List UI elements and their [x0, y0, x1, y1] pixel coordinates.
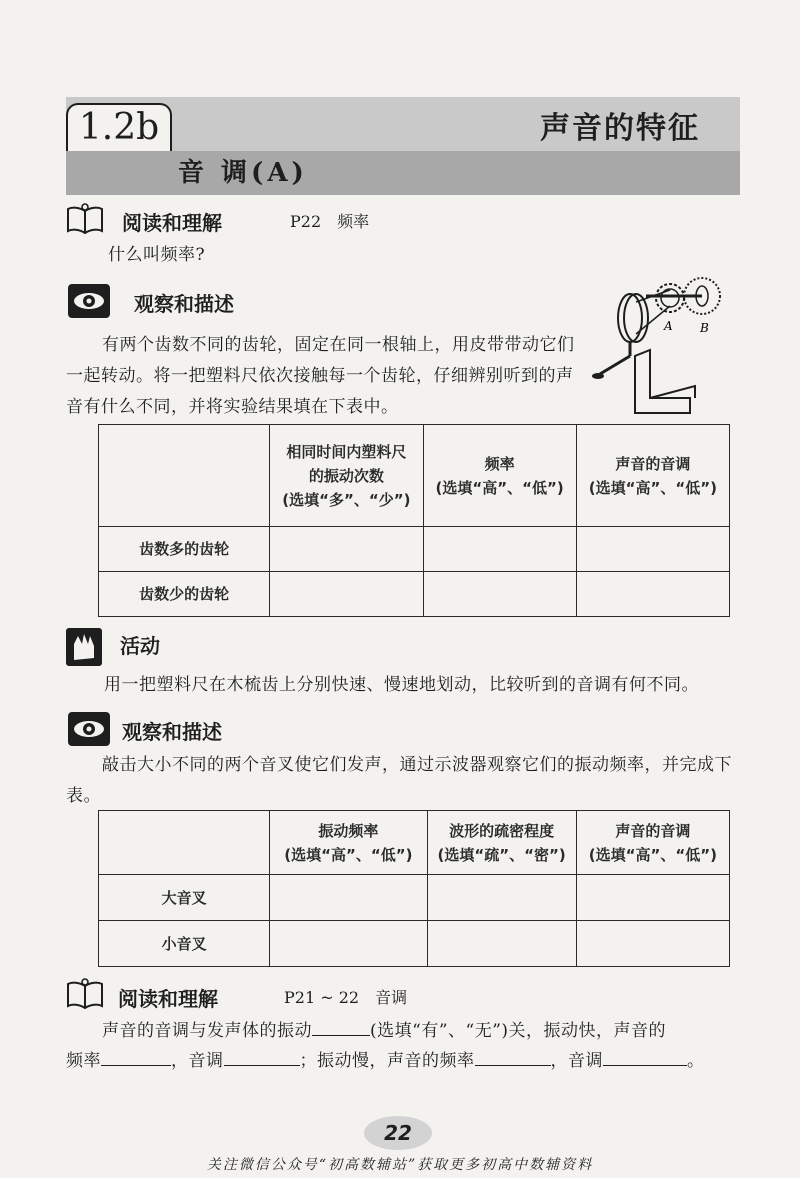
figure-label-a: A: [664, 319, 673, 333]
blank-vibration[interactable]: [312, 1017, 370, 1036]
blank-slow-frequency[interactable]: [475, 1047, 551, 1066]
table-row: [99, 527, 730, 572]
table-header: 相同时间内塑料尺 的振动次数 (选填“多”、“少”): [270, 425, 423, 527]
gear-results-table: [98, 424, 730, 617]
eye-icon: [68, 712, 110, 746]
answer-cell[interactable]: [576, 527, 729, 572]
tuning-fork-table: [98, 810, 730, 967]
answer-cell[interactable]: [576, 572, 729, 617]
table-row: [99, 572, 730, 617]
observe-paragraph-2: 敲击大小不同的两个音叉使它们发声，通过示波器观察它们的振动频率，并完成下表。: [66, 755, 732, 806]
blank-fast-pitch[interactable]: [224, 1047, 300, 1066]
table-row: [99, 875, 730, 921]
answer-cell[interactable]: [576, 921, 729, 967]
answer-cell[interactable]: [427, 921, 576, 967]
subtitle-bar: [66, 151, 740, 195]
table-header: 波形的疏密程度 (选填“疏”、“密”): [427, 811, 576, 875]
reference-p21-22: P21 ~ 22 音调: [284, 988, 408, 1007]
section-title-reading-2: 阅读和理解: [118, 987, 218, 1011]
table-header: 声音的音调 (选填“高”、“低”): [576, 811, 729, 875]
open-book-icon: [66, 203, 104, 235]
open-book-icon: [66, 978, 104, 1010]
footer-note: 关注微信公众号“初高数辅站”获取更多初高中数辅资料: [206, 1157, 594, 1173]
row-label: 齿数多的齿轮: [99, 527, 270, 572]
row-label: 大音叉: [99, 875, 270, 921]
answer-cell[interactable]: [423, 527, 576, 572]
blank-fast-frequency[interactable]: [101, 1047, 171, 1066]
answer-cell[interactable]: [576, 875, 729, 921]
page-number: 22: [384, 1121, 412, 1145]
table-corner-cell: [99, 811, 270, 875]
row-label: 齿数少的齿轮: [99, 572, 270, 617]
hand-icon: [66, 628, 102, 666]
answer-cell[interactable]: [270, 921, 427, 967]
section-code: 1.2b: [78, 107, 160, 148]
table-corner-cell: [99, 425, 270, 527]
table-row: [99, 921, 730, 967]
fill-blank-line-2: 频率 ，音调 ；振动慢，声音的频率 ，音调 。: [66, 1046, 742, 1077]
figure-label-b: B: [700, 321, 709, 335]
answer-cell[interactable]: [270, 572, 423, 617]
page-title: 声音的特征: [540, 111, 700, 146]
row-label: 小音叉: [99, 921, 270, 967]
observe-paragraph-1: 有两个齿数不同的齿轮，固定在同一根轴上，用皮带带动它们一起转动。将一把塑料尺依次接触每一个齿轮，仔细辨别听到的声音有什么不同，并将实验结果填在下表中。: [66, 335, 575, 417]
page-subtitle: 音 调(A): [178, 158, 308, 188]
reference-p22: P22 频率: [290, 212, 370, 231]
table-header: 声音的音调 (选填“高”、“低”): [576, 425, 729, 527]
answer-cell[interactable]: [423, 572, 576, 617]
section-title-observe-1: 观察和描述: [134, 292, 234, 316]
gear-apparatus-figure: [590, 268, 740, 418]
fill-blank-line-1: 声音的音调与发声体的振动 (选填“有”、“无”)关，振动快，声音的: [66, 1016, 742, 1047]
section-title-reading-1: 阅读和理解: [122, 211, 222, 235]
section-title-activity: 活动: [120, 634, 160, 658]
blank-slow-pitch[interactable]: [603, 1047, 687, 1066]
answer-cell[interactable]: [270, 875, 427, 921]
eye-icon: [68, 284, 110, 318]
answer-cell[interactable]: [427, 875, 576, 921]
table-header: 振动频率 (选填“高”、“低”): [270, 811, 427, 875]
activity-paragraph: 用一把塑料尺在木梳齿上分别快速、慢速地划动，比较听到的音调有何不同。: [104, 675, 699, 695]
section-title-observe-2: 观察和描述: [122, 720, 222, 744]
question-frequency: 什么叫频率?: [108, 245, 206, 265]
table-header: 频率 (选填“高”、“低”): [423, 425, 576, 527]
answer-cell[interactable]: [270, 527, 423, 572]
